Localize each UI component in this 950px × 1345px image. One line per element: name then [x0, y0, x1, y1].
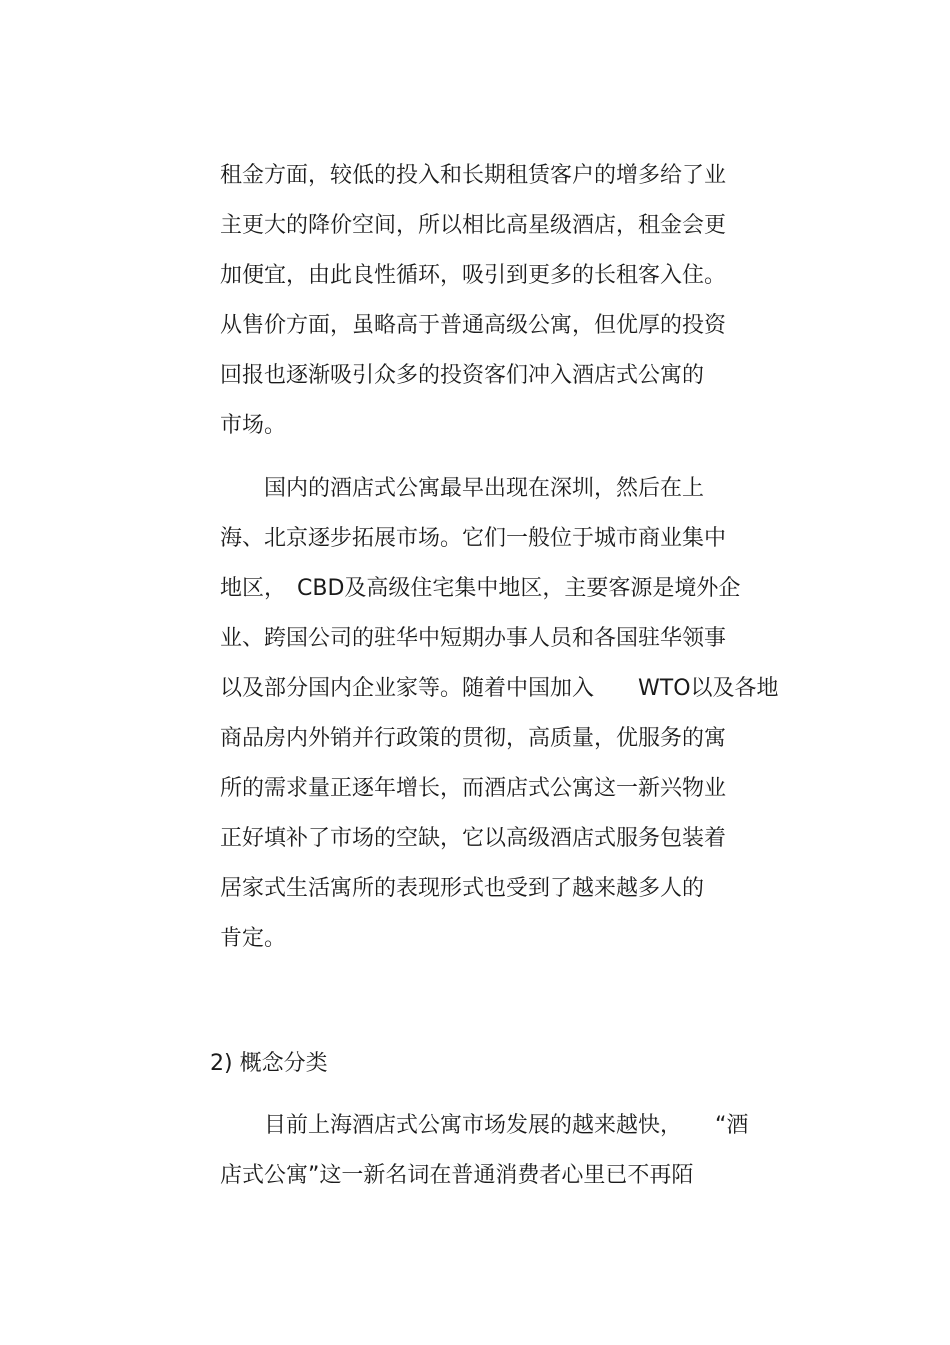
paragraph-line: 租金方面，较低的投入和长期租赁客户的增多给了业: [220, 163, 727, 188]
paragraph-line: 海、北京逐步拓展市场。它们一般位于城市商业集中: [220, 526, 727, 551]
paragraph-line: 回报也逐渐吸引众多的投资客们冲入酒店式公寓的: [220, 363, 705, 388]
section-heading: 2) 概念分类: [210, 1051, 328, 1076]
paragraph-line: 以及部分国内企业家等。随着中国加入 WTO以及各地: [220, 676, 779, 701]
paragraph-line: 从售价方面，虽略高于普通高级公寓，但优厚的投资: [220, 313, 727, 338]
paragraph-line: 主更大的降价空间，所以相比高星级酒店，租金会更: [220, 213, 727, 238]
paragraph-line: 地区， CBD及高级住宅集中地区，主要客源是境外企: [220, 576, 741, 601]
paragraph-line: 店式公寓”这一新名词在普通消费者心里已不再陌: [220, 1163, 694, 1188]
paragraph-line: 国内的酒店式公寓最早出现在深圳，然后在上: [220, 476, 705, 501]
paragraph-line: 肯定。: [220, 926, 287, 951]
paragraph-line: 商品房内外销并行政策的贯彻，高质量，优服务的寓: [220, 726, 727, 751]
paragraph-line: 业、跨国公司的驻华中短期办事人员和各国驻华领事: [220, 626, 727, 651]
paragraph-line: 加便宜，由此良性循环，吸引到更多的长租客入住。: [220, 263, 727, 288]
paragraph-line: 市场。: [220, 413, 287, 438]
paragraph-line: 所的需求量正逐年增长，而酒店式公寓这一新兴物业: [220, 776, 727, 801]
paragraph-line: 正好填补了市场的空缺，它以高级酒店式服务包装着: [220, 826, 727, 851]
paragraph-line: 目前上海酒店式公寓市场发展的越来越快， “酒: [220, 1113, 749, 1138]
paragraph-line: 居家式生活寓所的表现形式也受到了越来越多人的: [220, 876, 705, 901]
